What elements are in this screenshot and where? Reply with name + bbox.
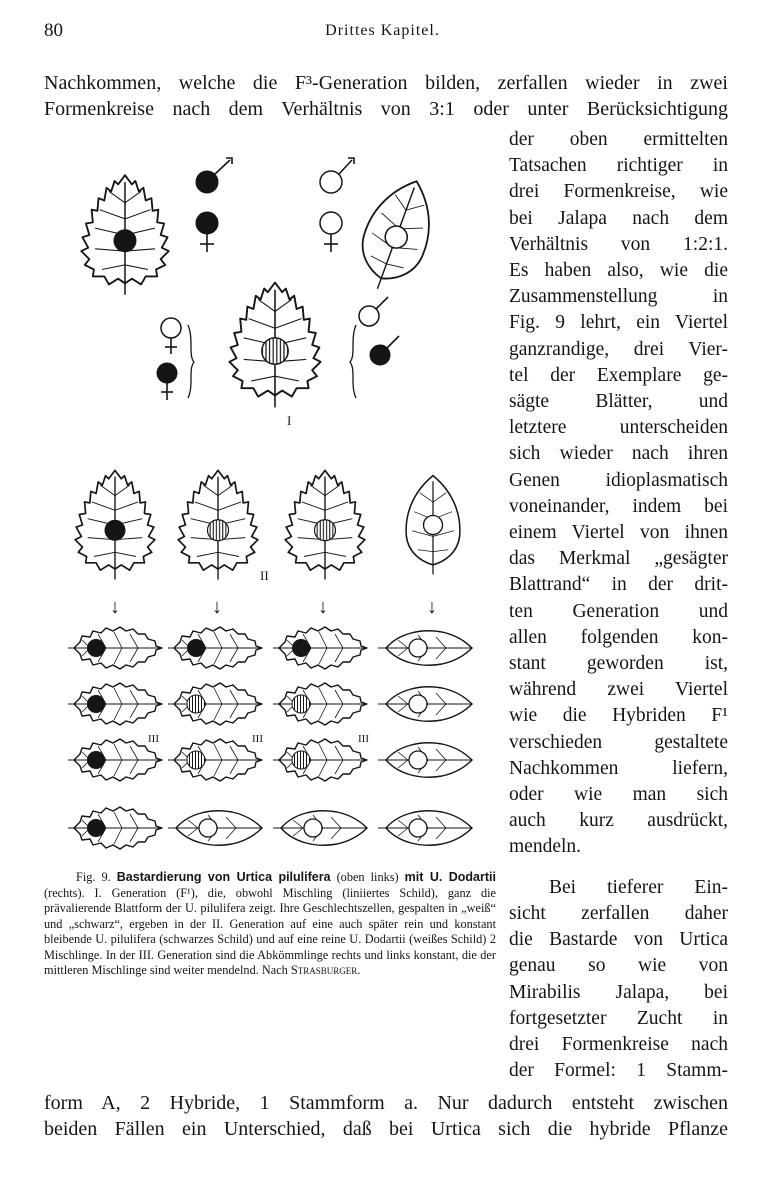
- caption-author: Strasburger.: [290, 963, 361, 977]
- top-paragraph: [44, 70, 728, 122]
- text-line: wie die Hybriden F¹: [509, 705, 728, 727]
- f1-hybrid-leaf: [229, 283, 320, 408]
- text-line: Bei tieferer Ein-: [549, 876, 728, 898]
- text-line: Blattrand“ in der drit-: [509, 574, 728, 596]
- text-line: Verhältnis von 1:2:1.: [509, 233, 728, 255]
- text-line: ten Generation und: [509, 600, 728, 622]
- caption-fig-label: Fig. 9.: [76, 870, 111, 884]
- f1-gametes-left: [157, 318, 194, 400]
- text-line: Nachkommen, welche die F³-Generation bilden, zerfallen wieder in zwei: [44, 72, 728, 94]
- parent-leaf-dodartii: [348, 171, 446, 300]
- text-line: voneinander, indem bei: [509, 495, 728, 517]
- arrow-icon: ↓: [212, 596, 222, 618]
- text-line: Nachkommen liefern,: [509, 757, 728, 779]
- text-line: allen folgenden kon-: [509, 626, 728, 648]
- f3-column-4: [378, 631, 472, 845]
- text-line: form A, 2 Hybride, 1 Stammform a. Nur dadurch entsteht zwischen: [44, 1092, 728, 1114]
- generation-label-i: I: [287, 413, 292, 428]
- text-line: Genen idioplasmatisch: [509, 469, 728, 491]
- gametes-white: [320, 158, 354, 252]
- running-title: Drittes Kapitel.: [325, 22, 440, 39]
- generation-label-iii: III: [148, 733, 159, 745]
- text-line: Mirabilis Jalapa, bei: [509, 981, 728, 1003]
- text-line: der Formel: 1 Stamm-: [509, 1060, 728, 1082]
- gametes-black: [196, 158, 232, 252]
- text-line: Tatsachen richtiger in: [509, 155, 728, 177]
- arrow-icon: ↓: [318, 596, 328, 618]
- f3-column-3: [273, 627, 367, 845]
- text-line: drei Formenkreise, wie: [509, 181, 728, 203]
- text-line: letztere unterscheiden: [509, 417, 728, 439]
- urtica-hybridization-figure: [40, 140, 500, 860]
- text-line: ganzrandige, drei Vier-: [509, 338, 728, 360]
- bottom-paragraph: [44, 1090, 728, 1142]
- text-line: stant geworden ist,: [509, 653, 728, 675]
- figure-caption: [44, 870, 496, 979]
- text-line: Formenkreise nach dem Verhältnis von 3:1 oder unter Berücksichtigung: [44, 98, 728, 120]
- caption-species: mit U. Dodartii: [404, 870, 496, 884]
- generation-label-iii: III: [358, 733, 369, 745]
- text-line: Fig. 9 lehrt, ein Viertel: [509, 312, 728, 334]
- text-line: oder wie man sich: [509, 784, 728, 806]
- text-line: genau so wie von: [509, 955, 728, 977]
- caption-title: Bastardierung von Urtica pilulifera: [116, 870, 331, 884]
- text-line: einem Viertel von ihnen: [509, 522, 728, 544]
- text-line: beiden Fällen ein Unterschied, daß bei Urtica sich die hybride Pflanze: [44, 1118, 728, 1140]
- text-line: sich wieder nach ihren: [509, 443, 728, 465]
- text-line: fortgesetzter Zucht in: [509, 1007, 728, 1029]
- page-number: 80: [44, 20, 63, 41]
- caption-text: (rechts). I. Generation (F¹), die, obwohl Mischling (liniiertes Schild), ganz die prävalierende Blattform der U. pilulifera zeigt. Ihre Geschlechtszellen, gespalten in „weiß“ und „schwarz“, ergeben in der II. Generation auf eine auch später rein und konstant bleibende U. pilulifera (schwarzes Schild) und auf eine reine U. Dodartii (weißes Schild) 2 Mischlinge. In der III. Generation sind die Abkömmlinge rechts und links konstant, die der mittleren Mischlinge sind weiter mendelnd. Nach: [44, 885, 496, 977]
- text-line: verschieden gestaltete: [509, 731, 728, 753]
- text-line: der oben ermittelten: [509, 129, 728, 150]
- text-line: bei Jalapa nach dem: [509, 207, 728, 229]
- arrow-icon: ↓: [110, 596, 120, 618]
- text-line: während zwei Viertel: [509, 679, 728, 701]
- text-line: mendeln.: [509, 836, 582, 858]
- right-column-text: [509, 127, 728, 1084]
- arrow-icon: ↓: [427, 596, 437, 618]
- text-line: Zusammenstellung in: [509, 286, 728, 308]
- text-line: die Bastarde von Urtica: [509, 929, 728, 951]
- caption-text: (oben links): [336, 870, 399, 884]
- text-line: sägte Blätter, und: [509, 391, 728, 413]
- page-header: [0, 20, 765, 44]
- f2-leaf-3: [285, 470, 365, 579]
- f2-leaf-4: [406, 476, 460, 575]
- parent-leaf-pilulifera: [81, 175, 168, 295]
- f3-column-2: [168, 627, 262, 845]
- text-line: tel der Exemplare ge-: [509, 364, 728, 386]
- f1-gametes-right: [350, 297, 399, 398]
- text-line: Es haben also, wie die: [509, 260, 728, 282]
- generation-label-ii: II: [260, 568, 269, 583]
- text-line: sicht zerfallen daher: [509, 902, 728, 924]
- generation-label-iii: III: [252, 733, 263, 745]
- text-line: das Merkmal „gesägter: [509, 548, 728, 570]
- f2-leaf-2: [178, 470, 258, 579]
- text-line: auch kurz ausdrückt,: [509, 810, 728, 832]
- text-line: drei Formenkreise nach: [509, 1033, 728, 1055]
- f2-leaf-1: [75, 470, 155, 579]
